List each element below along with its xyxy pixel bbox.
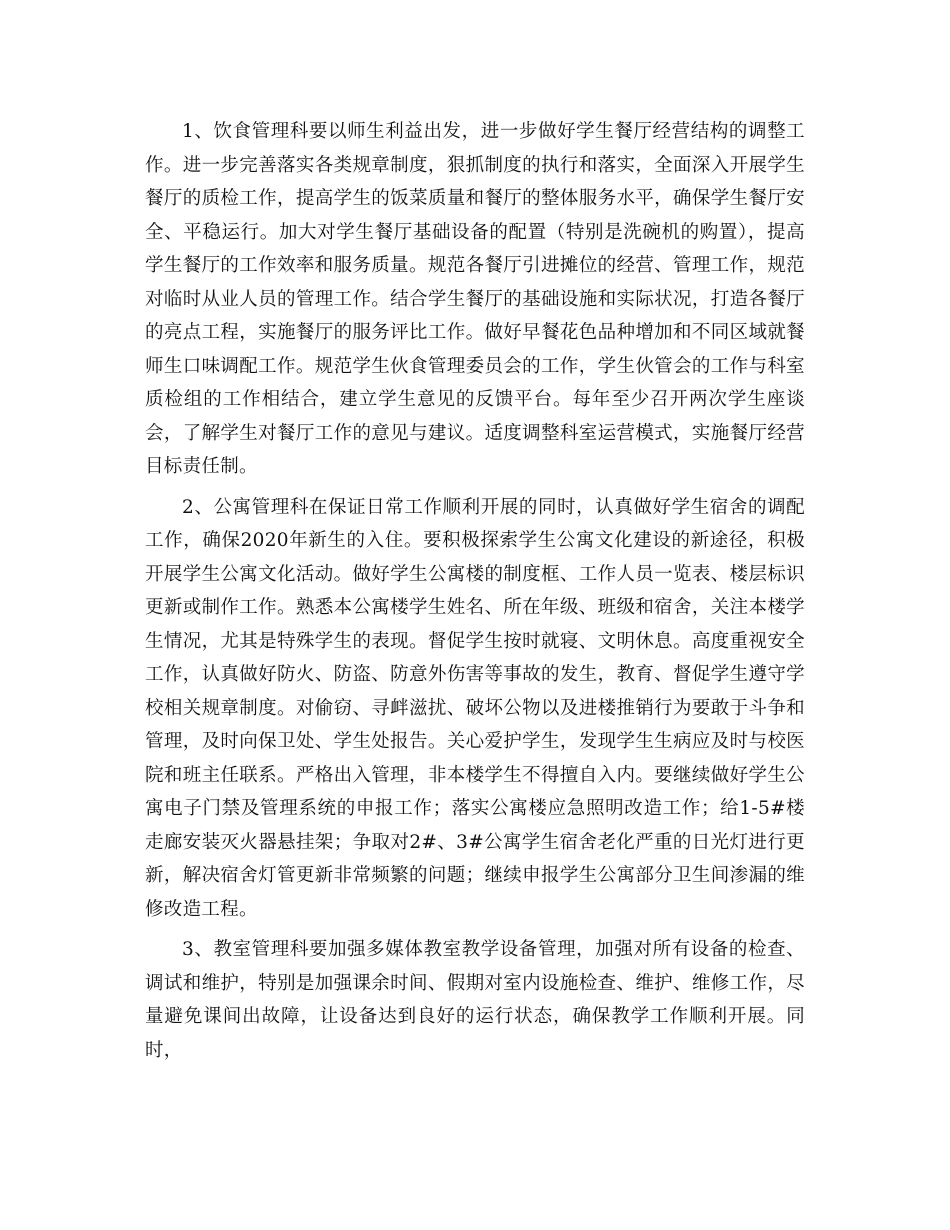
paragraph-apartment-management: 2、公寓管理科在保证日常工作顺利开展的同时，认真做好学生宿舍的调配工作，确保2020年新生的入住。要积极探索学生公寓文化建设的新途径，积极开展学生公寓文化活动。做好学生公寓楼的制度框、工作人员一览表、楼层标识更新或制作工作。熟悉本公寓楼学生姓名、所在年级、班级和宿舍，关注本楼学生情况，尤其是特殊学生的表现。督促学生按时就寝、文明休息。高度重视安全工作，认真做好防火、防盗、防意外伤害等事故的发生，教育、督促学生遵守学校相关规章制度。对偷窃、寻衅滋扰、破坏公物以及进楼推销行为要敢于斗争和管理，及时向保卫处、学生处报告。关心爱护学生，发现学生生病应及时与校医院和班主任联系。严格出入管理，非本楼学生不得擅自入内。要继续做好学生公寓电子门禁及管理系统的申报工作；落实公寓楼应急照明改造工作；给1-5#楼走廊安装灭火器悬挂架；争取对2#、3#公寓学生宿舍老化严重的日光灯进行更新，解决宿舍灯管更新非常频繁的问题；继续申报学生公寓部分卫生间渗漏的维修改造工程。	[145, 496, 805, 920]
paragraph-classroom-management: 3、教室管理科要加强多媒体教室教学设备管理，加强对所有设备的检查、调试和维护，特别是加强课余时间、假期对室内设施检查、维护、维修工作，尽量避免课间出故障，让设备达到良好的运行状态，确保教学工作顺利开展。同时，	[145, 939, 805, 1061]
document-page	[145, 115, 805, 1067]
paragraph-catering-management: 1、饮食管理科要以师生利益出发，进一步做好学生餐厅经营结构的调整工作。进一步完善落实各类规章制度，狠抓制度的执行和落实，全面深入开展学生餐厅的质检工作，提高学生的饭菜质量和餐厅的整体服务水平，确保学生餐厅安全、平稳运行。加大对学生餐厅基础设备的配置（特别是洗碗机的购置），提高学生餐厅的工作效率和服务质量。规范各餐厅引进摊位的经营、管理工作，规范对临时从业人员的管理工作。结合学生餐厅的基础设施和实际状况，打造各餐厅的亮点工程，实施餐厅的服务评比工作。做好早餐花色品种增加和不同区域就餐师生口味调配工作。规范学生伙食管理委员会的工作，学生伙管会的工作与科室质检组的工作相结合，建立学生意见的反馈平台。每年至少召开两次学生座谈会，了解学生对餐厅工作的意见与建议。适度调整科室运营模式，实施餐厅经营目标责任制。	[145, 121, 805, 477]
